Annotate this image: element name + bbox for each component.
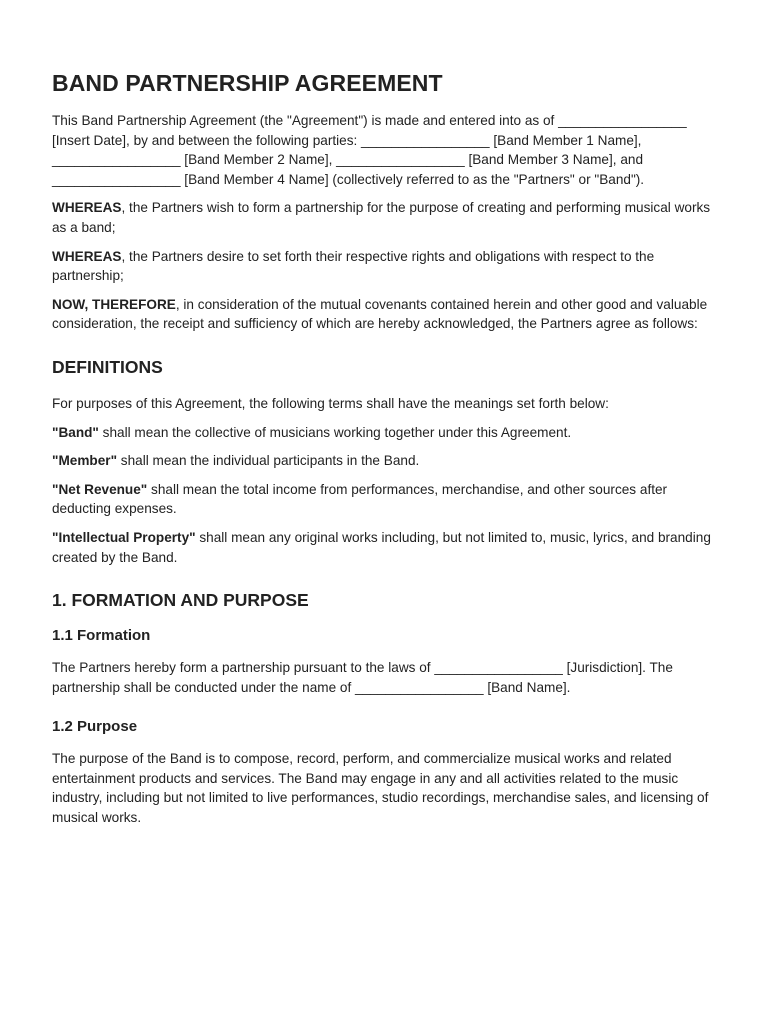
section-1-heading: 1. FORMATION AND PURPOSE (52, 590, 309, 611)
recital-lead: NOW, THEREFORE (52, 296, 176, 312)
definition-term: "Net Revenue" (52, 481, 148, 497)
document-title: BAND PARTNERSHIP AGREEMENT (52, 70, 443, 96)
definition-term: "Member" (52, 453, 118, 469)
recital-paragraph (52, 247, 722, 286)
definition-text: shall mean the total income from performances, merchandise, and other sources after deducting expenses. (52, 481, 668, 517)
recital-text: , the Partners wish to form a partnership for the purpose of creating and performing musical works as a band; (52, 200, 711, 235)
definition-term: "Band" (52, 424, 99, 440)
definition-text: shall mean the collective of musicians working together under this Agreement. (98, 424, 572, 440)
definition-text: shall mean the individual participants in the Band. (117, 453, 420, 469)
intro-paragraph: This Band Partnership Agreement (the "Agreement") is made and entered into as of _________________ [Insert Date], by and between the following parties: _________________ [Band Member 1 Name], _________________ [Band Member 2 Name], _________________ [Band Member 3 Name], and _________________ [Band Member 4 Name] (collectively referred to as the "Partners" or "Band"). (52, 113, 687, 187)
recital-text: , the Partners desire to set forth their respective rights and obligations with respect to the partnership; (52, 248, 655, 284)
subsection-1-1-heading: 1.1 Formation (52, 627, 151, 645)
recital-paragraph (52, 295, 722, 334)
definition-item (52, 528, 722, 567)
subsection-1-2-heading: 1.2 Purpose (52, 718, 138, 736)
recital-lead: WHEREAS (52, 248, 122, 264)
definition-text: shall mean any original works including, but not limited to, music, lyrics, and branding created by the Band. (52, 529, 711, 565)
recital-lead: WHEREAS (52, 200, 122, 216)
definitions-intro: For purposes of this Agreement, the following terms shall have the meanings set forth below: (52, 395, 609, 411)
recital-text: , in consideration of the mutual covenants contained herein and other good and valuable consideration, the receipt and sufficiency of which are hereby acknowledged, the Partners agree as follows: (52, 296, 708, 332)
subsection-1-1-text: The Partners hereby form a partnership pursuant to the laws of _________________ [Jurisdiction]. The partnership shall be conducted under the name of _________________ [Band Name]. (52, 660, 673, 695)
recital-paragraph (52, 198, 722, 237)
definition-item (52, 423, 722, 443)
definition-term: "Intellectual Property" (52, 529, 196, 545)
subsection-1-2-text: The purpose of the Band is to compose, record, perform, and commercialize musical works and related entertainment products and services. The Band may engage in any and all activities related to the music industry, including but not limited to live performances, studio recordings, merchandise sales, and licensing of musical works. (52, 751, 709, 826)
definitions-heading: DEFINITIONS (52, 356, 163, 377)
definition-item (52, 451, 722, 471)
definition-item (52, 480, 722, 519)
